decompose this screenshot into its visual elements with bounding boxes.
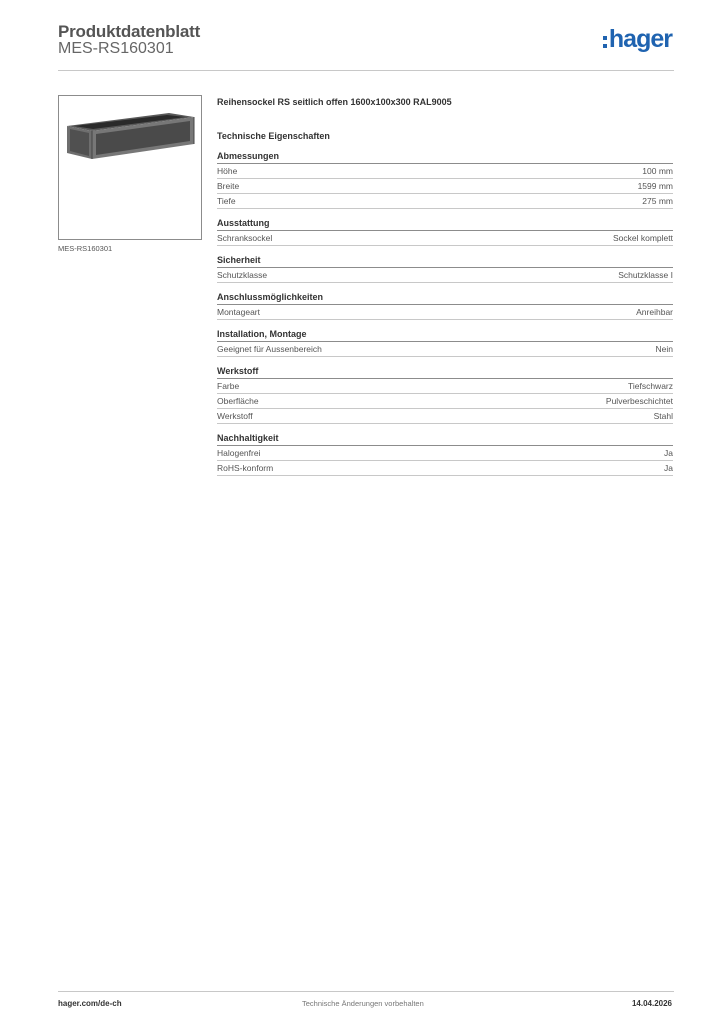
hager-logo [603, 26, 672, 56]
property-row [217, 305, 673, 320]
property-label: Schranksockel [217, 233, 273, 243]
property-value: Anreihbar [636, 307, 673, 317]
property-groups [217, 150, 673, 476]
product-title: Reihensockel RS seitlich offen 1600x100x300 RAL9005 [217, 97, 452, 107]
property-label: Oberfläche [217, 396, 259, 406]
property-value: 100 mm [642, 166, 673, 176]
property-group [217, 217, 673, 246]
group-title: Ausstattung [217, 217, 673, 231]
logo-wordmark: hager [608, 25, 672, 53]
property-group [217, 365, 673, 424]
page-footer [58, 991, 674, 1008]
socket-frame-illustration [59, 96, 201, 239]
group-title: Sicherheit [217, 254, 673, 268]
property-row [217, 379, 673, 394]
group-title: Werkstoff [217, 365, 673, 379]
footer-notice: Technische Änderungen vorbehalten [302, 999, 424, 1008]
property-label: Geeignet für Aussenbereich [217, 344, 322, 354]
property-row [217, 268, 673, 283]
property-label: Farbe [217, 381, 240, 391]
product-image [58, 95, 202, 240]
property-label: Halogenfrei [217, 448, 261, 458]
property-row [217, 179, 673, 194]
logo-dots-icon [603, 34, 607, 50]
group-title: Nachhaltigkeit [217, 432, 673, 446]
property-group [217, 291, 673, 320]
group-title: Anschlussmöglichkeiten [217, 291, 673, 305]
property-group [217, 150, 673, 209]
image-caption: MES-RS160301 [58, 244, 113, 253]
property-row [217, 461, 673, 476]
property-label: Schutzklasse [217, 270, 268, 280]
property-value: Pulverbeschichtet [605, 396, 673, 406]
property-group [217, 254, 673, 283]
property-label: Breite [217, 181, 240, 191]
property-label: Werkstoff [217, 411, 253, 421]
property-value: 275 mm [642, 196, 673, 206]
property-row [217, 446, 673, 461]
property-row [217, 194, 673, 209]
property-value: 1599 mm [637, 181, 673, 191]
page-header [58, 20, 674, 71]
property-value: Sockel komplett [613, 233, 673, 243]
property-value: Tiefschwarz [627, 381, 673, 391]
property-label: RoHS-konform [217, 463, 274, 473]
property-group [217, 328, 673, 357]
property-row [217, 342, 673, 357]
specifications [217, 96, 673, 476]
section-heading: Technische Eigenschaften [217, 131, 330, 141]
group-title: Abmessungen [217, 150, 673, 164]
property-row [217, 409, 673, 424]
property-value: Schutzklasse I [618, 270, 673, 280]
property-label: Höhe [217, 166, 238, 176]
property-value: Stahl [653, 411, 673, 421]
property-row [217, 394, 673, 409]
property-row [217, 164, 673, 179]
property-value: Ja [664, 448, 673, 458]
property-label: Tiefe [217, 196, 236, 206]
property-label: Montageart [217, 307, 260, 317]
property-row [217, 231, 673, 246]
property-group [217, 432, 673, 476]
document-title: Produktdatenblatt [58, 22, 201, 41]
article-number: MES-RS160301 [58, 40, 174, 57]
property-value: Nein [655, 344, 673, 354]
property-value: Ja [664, 463, 673, 473]
footer-website: hager.com/de-ch [58, 999, 122, 1008]
footer-date: 14.04.2026 [631, 999, 672, 1008]
group-title: Installation, Montage [217, 328, 673, 342]
